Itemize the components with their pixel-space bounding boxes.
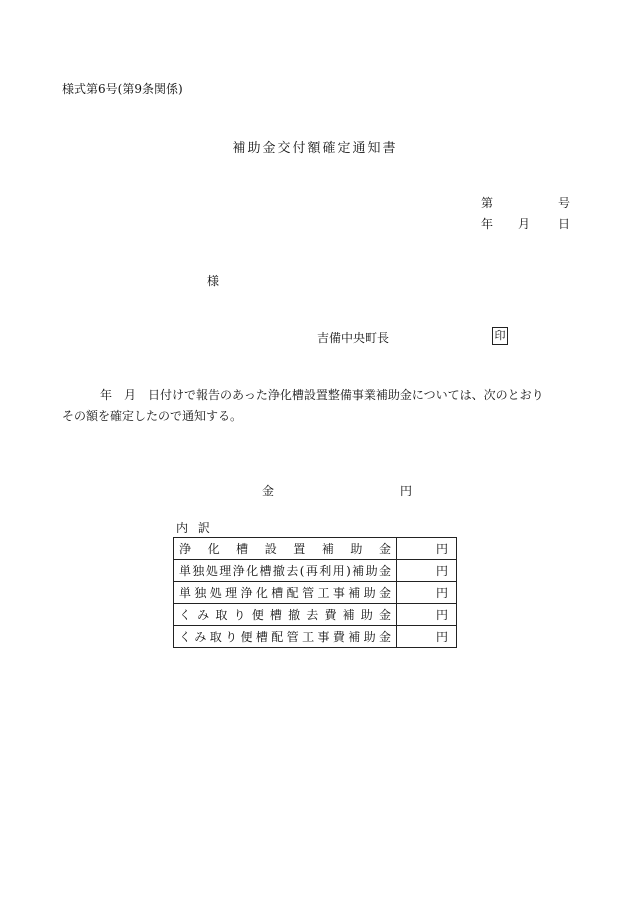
issuer-name: 吉備中央町長 xyxy=(317,331,390,345)
table-row xyxy=(174,560,457,582)
body-paragraph xyxy=(62,385,572,427)
body-line-1: 年 月 日付けで報告のあった浄化槽設置整備事業補助金については、次のとおり xyxy=(100,388,544,402)
breakdown-label: 内 訳 xyxy=(176,521,213,535)
number-prefix: 第 xyxy=(481,196,494,210)
amount-label: 金 xyxy=(262,484,275,498)
date-month-label: 月 xyxy=(518,217,531,231)
form-number: 様式第6号(第9条関係) xyxy=(62,82,183,96)
table-row xyxy=(174,582,457,604)
breakdown-value-unit: 円 xyxy=(397,604,457,626)
amount-unit: 円 xyxy=(400,484,413,498)
breakdown-table xyxy=(173,537,457,648)
date-year-label: 年 xyxy=(481,217,494,231)
breakdown-item: 単独処理浄化槽配管工事補助金 xyxy=(174,582,397,604)
breakdown-value-unit: 円 xyxy=(397,582,457,604)
date-day-label: 日 xyxy=(558,217,571,231)
breakdown-value-unit: 円 xyxy=(397,626,457,648)
breakdown-item: 浄化槽設置補助金 xyxy=(174,538,397,560)
table-row xyxy=(174,604,457,626)
table-row xyxy=(174,626,457,648)
seal-mark: 印 xyxy=(492,327,508,345)
breakdown-value-unit: 円 xyxy=(397,538,457,560)
breakdown-item: 単独処理浄化槽撤去(再利用)補助金 xyxy=(174,560,397,582)
body-line-2: その額を確定したので通知する。 xyxy=(62,409,243,423)
breakdown-item: くみ取り便槽撤去費補助金 xyxy=(174,604,397,626)
recipient-honorific: 様 xyxy=(207,274,220,288)
number-suffix: 号 xyxy=(558,196,571,210)
breakdown-item: くみ取り便槽配管工事費補助金 xyxy=(174,626,397,648)
table-row xyxy=(174,538,457,560)
breakdown-value-unit: 円 xyxy=(397,560,457,582)
document-title: 補助金交付額確定通知書 xyxy=(232,141,398,156)
